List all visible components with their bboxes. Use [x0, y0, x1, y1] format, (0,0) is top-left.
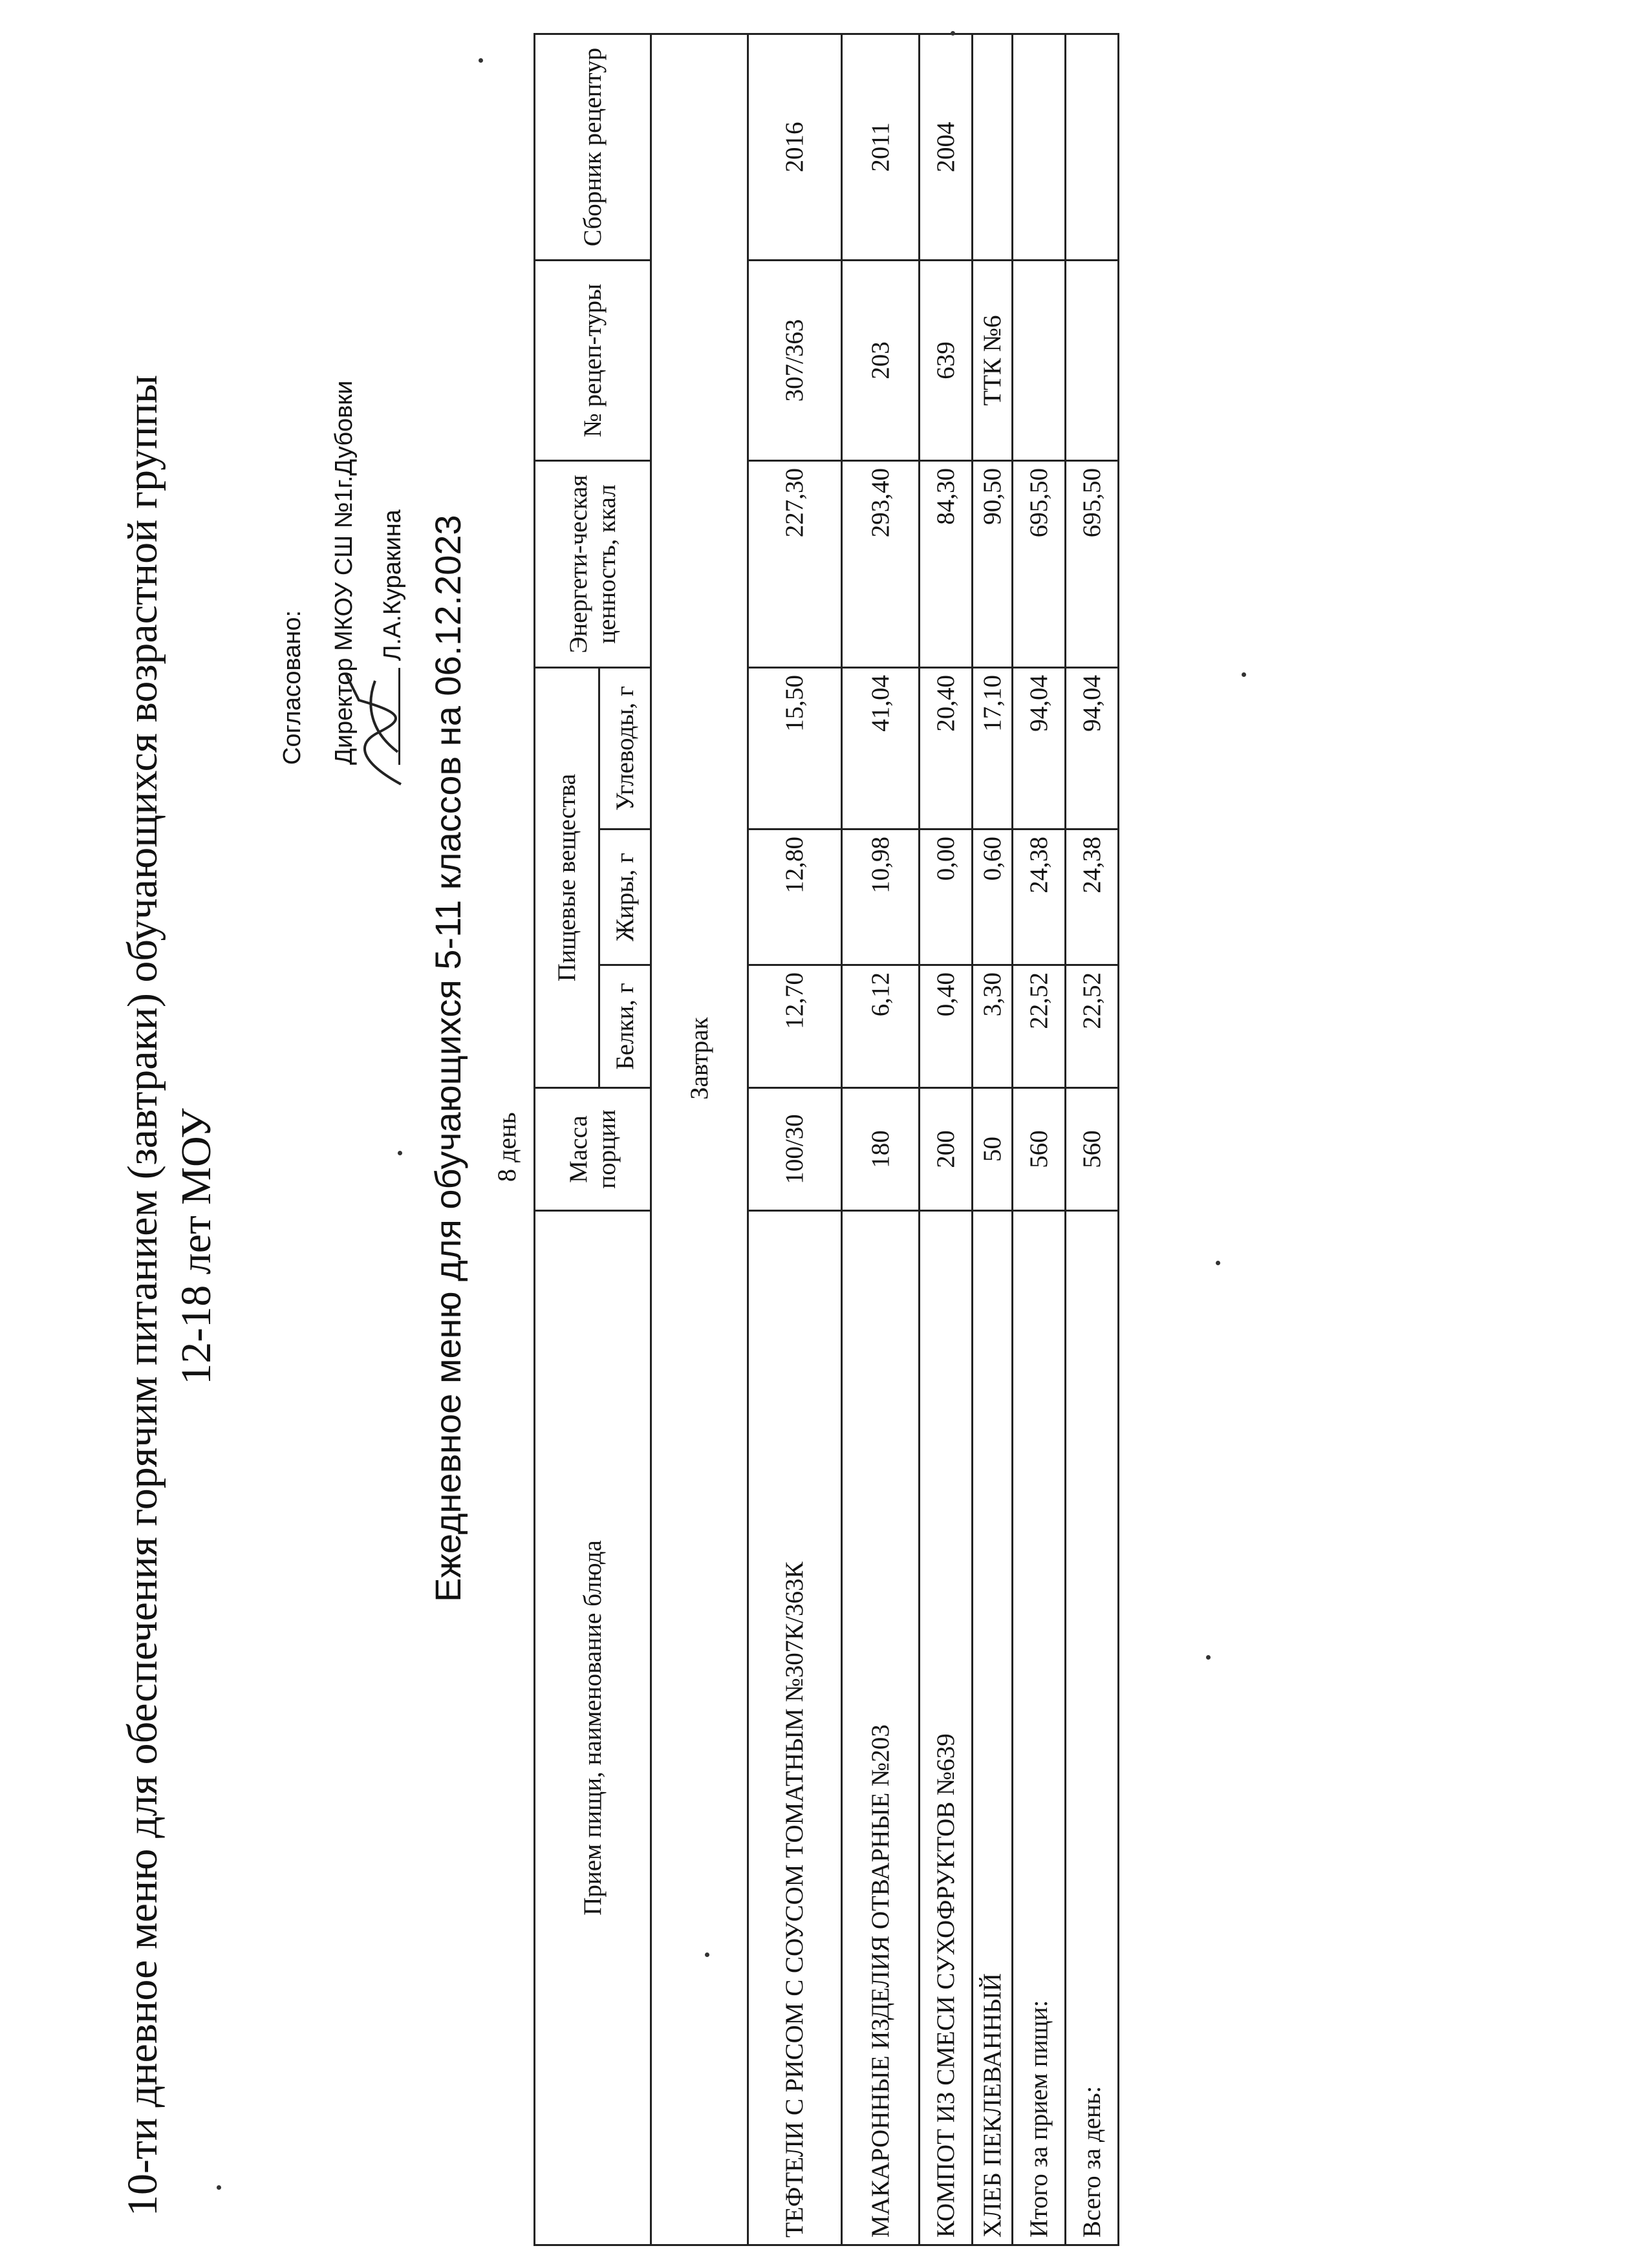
total-energy: 695,50 — [1066, 461, 1119, 668]
approval-name: Л.А.Куракина — [379, 509, 407, 661]
dish-protein: 0,40 — [920, 965, 973, 1088]
title-line-1: 10-ти дневное меню для обеспечения горячим питанием (завтраки) обучающихся возрастной группы — [119, 374, 166, 2216]
dish-recipe-no: 203 — [842, 261, 920, 461]
dish-mass: 180 — [842, 1088, 920, 1211]
scan-speck — [398, 1151, 402, 1155]
dish-carbs: 41,04 — [842, 668, 920, 829]
total-protein: 22,52 — [1013, 965, 1066, 1088]
table-row — [920, 34, 973, 2245]
dish-carbs: 15,50 — [748, 668, 842, 829]
approval-block — [278, 381, 408, 765]
meal-section-label: Завтрак — [651, 34, 748, 2245]
approval-position: Директор МКОУ СШ №1г.Дубовки — [330, 380, 358, 765]
total-recipe-no-empty — [1013, 261, 1066, 461]
scan-speck — [479, 58, 483, 63]
dish-recipe-book: 2016 — [748, 34, 842, 261]
total-mass: 560 — [1013, 1088, 1066, 1211]
total-recipe-no-empty — [1066, 261, 1119, 461]
signature-icon — [339, 661, 411, 791]
header-fat: Жиры, г — [599, 829, 651, 965]
header-recipe-no: № рецеп-туры — [535, 261, 651, 461]
scan-speck — [1206, 1655, 1211, 1660]
total-fat: 24,38 — [1066, 829, 1119, 965]
dish-fat: 12,80 — [748, 829, 842, 965]
title-line-2: 12-18 лет МОУ — [172, 1108, 220, 1385]
header-energy: Энергети-ческая ценность, ккал — [535, 461, 651, 668]
dish-name: КОМПОТ ИЗ СМЕСИ СУХОФРУКТОВ №639 — [920, 1211, 973, 2245]
header-nutrients: Пищевые вещества — [535, 668, 599, 1088]
dish-energy: 293,40 — [842, 461, 920, 668]
dish-carbs: 20,40 — [920, 668, 973, 829]
scan-speck — [217, 2185, 221, 2190]
dish-name: ХЛЕБ ПЕКЛЕВАННЫЙ — [973, 1211, 1013, 2245]
dish-recipe-no: ТТК №6 — [973, 261, 1013, 461]
dish-energy: 90,50 — [973, 461, 1013, 668]
menu-table — [534, 33, 1119, 2246]
dish-mass: 200 — [920, 1088, 973, 1211]
dish-recipe-book: 2011 — [842, 34, 920, 261]
table-row — [973, 34, 1013, 2245]
total-mass: 560 — [1066, 1088, 1119, 1211]
header-recipe-book: Сборник рецептур — [535, 34, 651, 261]
total-label: Итого за прием пищи: — [1013, 1211, 1066, 2245]
scan-speck — [951, 31, 955, 36]
dish-protein: 6,12 — [842, 965, 920, 1088]
total-label: Всего за день: — [1066, 1211, 1119, 2245]
scan-speck — [1242, 672, 1246, 677]
dish-mass: 50 — [973, 1088, 1013, 1211]
header-dish: Прием пищи, наименование блюда — [535, 1211, 651, 2245]
dish-recipe-no: 307/363 — [748, 261, 842, 461]
totals-row-meal — [1013, 34, 1066, 2245]
approval-signature-line — [378, 381, 408, 765]
dish-mass: 100/30 — [748, 1088, 842, 1211]
dish-recipe-book — [973, 34, 1013, 261]
dish-fat: 0,60 — [973, 829, 1013, 965]
dish-recipe-no: 639 — [920, 261, 973, 461]
total-energy: 695,50 — [1013, 461, 1066, 668]
meal-section-row — [651, 34, 748, 2245]
day-label: 8 день — [492, 1112, 521, 1182]
menu-subtitle: Ежедневное меню для обучающихся 5-11 классов на 06.12.2023 — [427, 515, 468, 1602]
dish-energy: 227,30 — [748, 461, 842, 668]
document-title — [116, 277, 223, 2216]
dish-fat: 0,00 — [920, 829, 973, 965]
scan-speck — [1216, 1261, 1220, 1265]
total-protein: 22,52 — [1066, 965, 1119, 1088]
total-carbs: 94,04 — [1013, 668, 1066, 829]
header-mass: Масса порции — [535, 1088, 651, 1211]
table-row — [842, 34, 920, 2245]
dish-energy: 84,30 — [920, 461, 973, 668]
dish-name: ТЕФТЕЛИ С РИСОМ С СОУСОМ ТОМАТНЫМ №307К/363К — [748, 1211, 842, 2245]
dish-protein: 3,30 — [973, 965, 1013, 1088]
dish-name: МАКАРОННЫЕ ИЗДЕЛИЯ ОТВАРНЫЕ №203 — [842, 1211, 920, 2245]
header-protein: Белки, г — [599, 965, 651, 1088]
dish-recipe-book: 2004 — [920, 34, 973, 261]
dish-carbs: 17,10 — [973, 668, 1013, 829]
header-carbs: Углеводы, г — [599, 668, 651, 829]
dish-fat: 10,98 — [842, 829, 920, 965]
scan-speck — [705, 1952, 709, 1957]
total-fat: 24,38 — [1013, 829, 1066, 965]
dish-protein: 12,70 — [748, 965, 842, 1088]
approval-label: Согласовано: — [279, 610, 306, 765]
total-recipe-book-empty — [1066, 34, 1119, 261]
total-recipe-book-empty — [1013, 34, 1066, 261]
table-row — [748, 34, 842, 2245]
total-carbs: 94,04 — [1066, 668, 1119, 829]
header-row-1 — [535, 34, 599, 2245]
totals-row-day — [1066, 34, 1119, 2245]
